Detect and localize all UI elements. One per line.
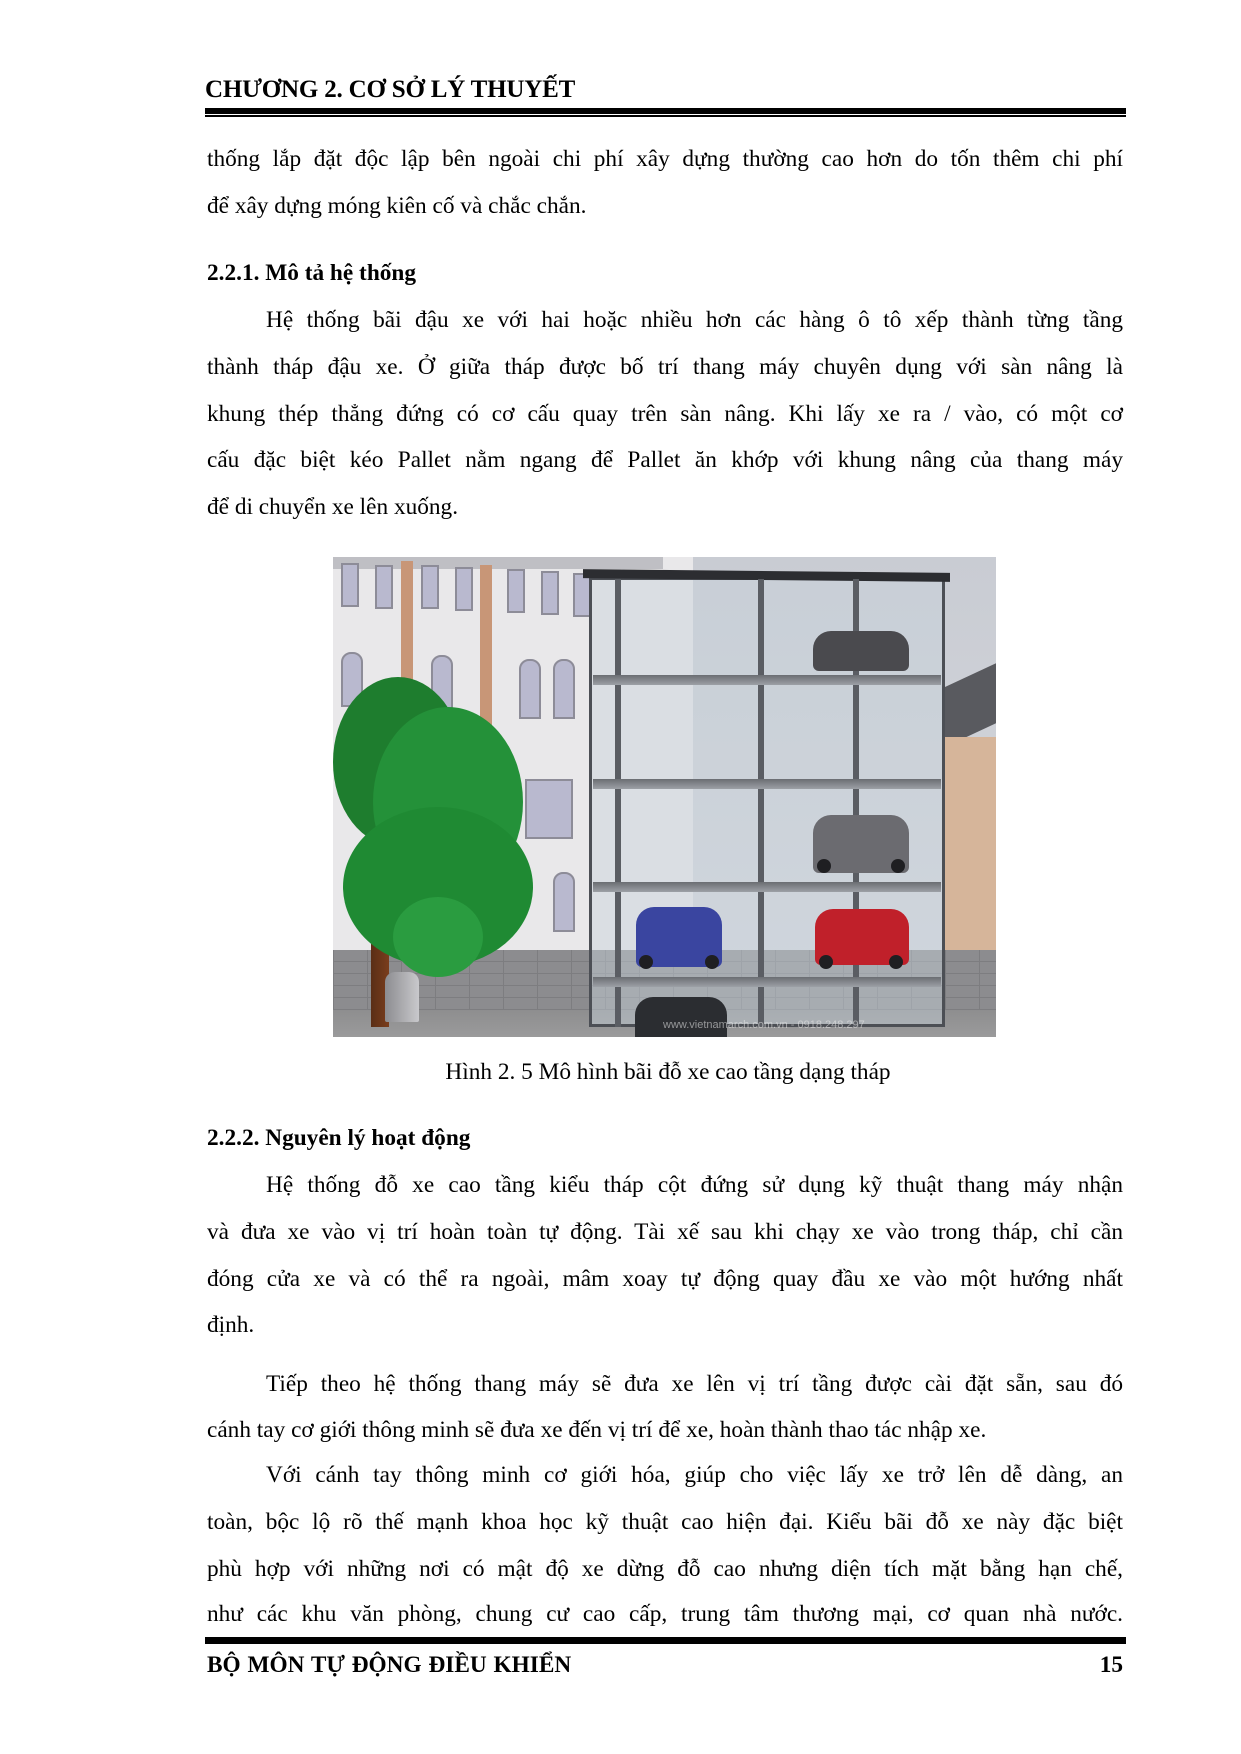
body-line: để xây dựng móng kiên cố và chắc chắn. xyxy=(207,193,587,219)
window xyxy=(375,565,393,609)
wheel xyxy=(889,955,903,969)
section-heading-2-2-1: 2.2.1. Mô tả hệ thống xyxy=(207,260,417,286)
window xyxy=(553,659,575,719)
header-rule-thin xyxy=(205,115,1126,117)
wheel xyxy=(639,955,653,969)
tree-foliage xyxy=(393,897,483,977)
body-line: Hệ thống bãi đậu xe với hai hoặc nhiều hơn các hàng ô tô xếp thành từng tầng xyxy=(266,307,1123,333)
window xyxy=(455,567,473,611)
window xyxy=(421,565,439,609)
wheel xyxy=(817,859,831,873)
trash-bin xyxy=(385,972,419,1022)
window xyxy=(525,779,573,839)
car-black xyxy=(635,997,727,1037)
parking-level xyxy=(593,779,941,789)
body-line: Tiếp theo hệ thống thang máy sẽ đưa xe lên vị trí tầng được cài đặt sẵn, sau đó xyxy=(266,1371,1123,1397)
body-line: cấu đặc biệt kéo Pallet nằm ngang để Pallet ăn khớp với khung nâng của thang máy xyxy=(207,447,1123,473)
body-line: thống lắp đặt độc lập bên ngoài chi phí xây dựng thường cao hơn do tốn thêm chi phí xyxy=(207,146,1123,172)
parking-level xyxy=(593,882,941,892)
body-line: đóng cửa xe và có thể ra ngoài, mâm xoay tự động quay đầu xe vào một hướng nhất xyxy=(207,1266,1123,1292)
tower-column xyxy=(758,579,764,1027)
body-line: thành tháp đậu xe. Ở giữa tháp được bố trí thang máy chuyên dụng với sàn nâng là xyxy=(207,354,1123,380)
body-line: toàn, bộc lộ rõ thế mạnh khoa học kỹ thuật cao hiện đại. Kiểu bãi đỗ xe này đặc biệt xyxy=(207,1509,1123,1535)
section-heading-2-2-2: 2.2.2. Nguyên lý hoạt động xyxy=(207,1125,471,1151)
window xyxy=(541,571,559,615)
header-rule-thick xyxy=(205,108,1126,114)
body-line: Hệ thống đỗ xe cao tầng kiểu tháp cột đứng sử dụng kỹ thuật thang máy nhận xyxy=(266,1172,1123,1198)
body-line: khung thép thẳng đứng có cơ cấu quay trên sàn nâng. Khi lấy xe ra / vào, có một cơ xyxy=(207,401,1123,427)
image-watermark: www.vietnamarch.com.vn - 0918.248.297 xyxy=(663,1019,865,1031)
wheel xyxy=(819,955,833,969)
chapter-header: CHƯƠNG 2. CƠ SỞ LÝ THUYẾT xyxy=(205,76,576,103)
tower-column xyxy=(615,579,621,1027)
window xyxy=(553,872,575,932)
body-line: như các khu văn phòng, chung cư cao cấp, trung tâm thương mại, cơ quan nhà nước. xyxy=(207,1601,1123,1627)
right-building xyxy=(945,737,996,967)
footer-rule xyxy=(205,1637,1126,1644)
body-line: và đưa xe vào vị trí hoàn toàn tự động. Tài xế sau khi chạy xe vào trong tháp, chỉ cần xyxy=(207,1219,1123,1245)
page-number: 15 xyxy=(1099,1652,1123,1678)
parking-level xyxy=(593,977,941,987)
window xyxy=(519,659,541,719)
window xyxy=(507,569,525,613)
car-grey-top xyxy=(813,631,909,671)
body-line: để di chuyển xe lên xuống. xyxy=(207,494,459,520)
window xyxy=(341,563,359,607)
parking-level xyxy=(593,675,941,685)
figure-caption: Hình 2. 5 Mô hình bãi đỗ xe cao tầng dạng tháp xyxy=(445,1059,891,1085)
body-line: phù hợp với những nơi có mật độ xe dừng đỗ cao nhưng diện tích mặt bằng hạn chế, xyxy=(207,1556,1123,1582)
wheel xyxy=(705,955,719,969)
body-line: Với cánh tay thông minh cơ giới hóa, giúp cho việc lấy xe trở lên dễ dàng, an xyxy=(266,1462,1123,1488)
body-line: cánh tay cơ giới thông minh sẽ đưa xe đến vị trí để xe, hoàn thành thao tác nhập xe. xyxy=(207,1417,987,1443)
figure-tower-parking-image xyxy=(333,557,996,1037)
wheel xyxy=(891,859,905,873)
footer-department: BỘ MÔN TỰ ĐỘNG ĐIỀU KHIỂN xyxy=(207,1652,572,1678)
body-line: định. xyxy=(207,1312,255,1338)
